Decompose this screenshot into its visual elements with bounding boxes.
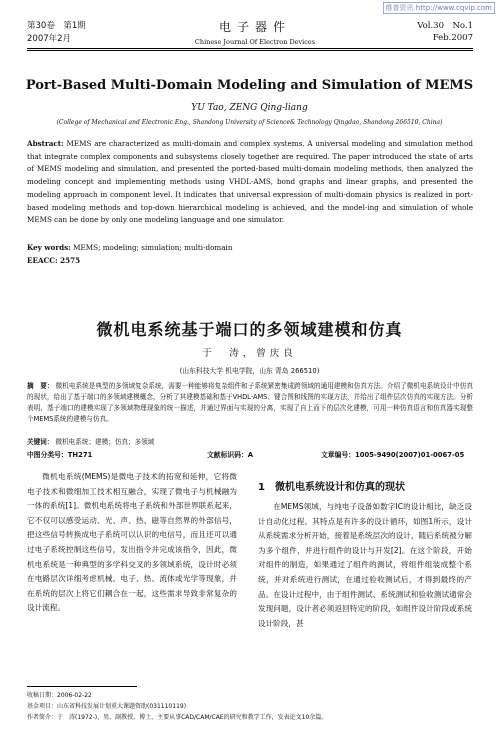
volume-cn: 第30卷 第1期 (27, 21, 86, 31)
chinese-keywords-text: 微机电系统；建模；仿真；多领域 (55, 438, 155, 446)
english-authors: YU Tao, ZENG Qing-liang (191, 103, 308, 113)
footnote-fund: 基金项目：山东省科技发展计划重大课题资助(031110119) (27, 703, 187, 710)
header-right (417, 20, 473, 44)
body-left-paragraph: 微机电系统(MEMS)是微电子技术的拓宽和延伸，它将微电子技术和微细加工技术相互融合，实现了微电子与机械融为一体的系统[1]。微机电系统将电子系统和外部世界联系起来，它不仅可以感受运动、光、声、热、磁等自然界的外部信号，把这些信号转换成电子系统可以认识的电信号，而且还可以通过电子系统控制这些信号，发出指令并完成该指令，因此，微机电系统是一种典型的多学科交叉的多领域系统，设计时必须在电路层次详细考虑机械、电子、热、流体或光学等现象，并在系统的层次上将它们耦合在一起，这些需求导致非常复杂的设计流程。 (27, 472, 237, 613)
document-code: 文献标识码：A (207, 451, 254, 459)
chinese-title: 微机电系统基于端口的多领域建模和仿真 (96, 320, 403, 339)
chinese-abstract-text: 微机电系统是典型的多领域复杂系统，需要一种能够将复杂组件和子系统紧密集成跨领域的通用建模和仿真方法。介绍了微机电系统设计中仿真的现状，给出了基于端口的多领域建模概念，分析了其建模基础和基于VHDL-AMS、键合图和线图的实现方法，并给出了组件层次仿真的实现方法。分析表明，基于端口的建模实现了多领域物理现象的统一描述，并通过界面与实现的分离，实现了自上而下的层次化建模，可用一种仿真语言和仿真器实现整个MEMS系统的建模与仿真。 (27, 382, 474, 423)
header-rule (27, 48, 473, 51)
english-keywords-text: MEMS; modeling; simulation; multi-domain (73, 243, 233, 252)
chinese-keywords (27, 436, 154, 446)
footnote-author-bio: 作者简介：于 涛(1972-)，男，副教授，博士，主要从事CAD/CAM/CAE的研究和教学工作，发表论文10余篇。 (27, 714, 328, 721)
chinese-affiliation: (山东科技大学 机电学院，山东 青岛 266510) (179, 367, 320, 375)
header-center (150, 18, 360, 46)
eeacc-code: EEACC: 2575 (27, 256, 81, 265)
chinese-authors: 于 涛，曾庆良 (202, 348, 297, 359)
body-left-column (27, 470, 237, 616)
body-right-column (258, 500, 472, 631)
english-abstract-text: MEMS are characterized as multi-domain and complex systems. A universal modeling and simulation method that integrate complex components and subsystems closely together are required. The paper introduced the state of arts of MEMS modeling and simulation, and presented the ported-based multi-domain modeling methods, then analyzed the modeling concept and implementing methods using VHDL-AMS, bond graphs and linear graphs, and presented the modeling approach in component level. It indicates that universal expression of multi-domain physics is realized in port-based modeling methods and top-down hierarchical modeling is achieved, and the model-ing and simulation of whole MEMS can be done by only one modeling language and one simulator. (27, 139, 473, 225)
article-number: 文章编号：1005-9490(2007)01-0067-05 (321, 451, 465, 459)
date-cn: 2007年2月 (27, 34, 72, 44)
watermark: 维普资讯 http://www.cqvip.com (383, 2, 495, 14)
chinese-abstract (27, 381, 473, 425)
english-keywords-label: Key words: (27, 243, 71, 252)
english-abstract (27, 138, 473, 227)
body-right-paragraph: 在MEMS领域，与纯电子设备如数字IC的设计相比，缺乏设计自动化过程。其特点是有许多的设计循环，如图1所示，设计从系统需求分析开始，接着是系统层次的设计，随后系统被分解为多个组件，并进行组件的设计与开发[2]。在这个阶段，开始对组件的制造，如果通过了组件的测试，将组件组装成整个系统，并对系统进行测试，在通过验收测试后，才得到最终的产品。在设计过程中，由于组件测试、系统测试和验收测试通常会发现问题，设计者必须返回特定的阶段，如组件设计阶段或系统设计阶段，甚 (258, 502, 472, 628)
section-title: 1 微机电系统设计和仿真的现状 (258, 482, 405, 493)
footnotes (27, 690, 473, 723)
chinese-keywords-label: 关键词： (27, 438, 54, 446)
footnote-rule (27, 686, 137, 687)
english-keywords (27, 243, 232, 252)
journal-title-cn: 电子器件 (218, 20, 291, 34)
english-abstract-label: Abstract: (27, 139, 64, 148)
header-left (27, 20, 86, 46)
date-en: Feb.2007 (432, 33, 473, 43)
volume-en: Vol.30 No.1 (417, 21, 473, 31)
english-title: Port-Based Multi-Domain Modeling and Simulation of MEMS (25, 78, 474, 93)
footnote-received: 收稿日期：2006-02-22 (27, 692, 92, 699)
english-affiliation: (College of Mechanical and Electronic Eng., Shandong University of Science& Technology Qingdao, Shandong 266510, China) (56, 119, 443, 126)
clc-number: 中图分类号：TH271 (27, 451, 93, 459)
journal-title-en: Chinese Journal Of Electron Devices (194, 38, 316, 46)
chinese-abstract-label: 摘 要： (27, 382, 54, 390)
